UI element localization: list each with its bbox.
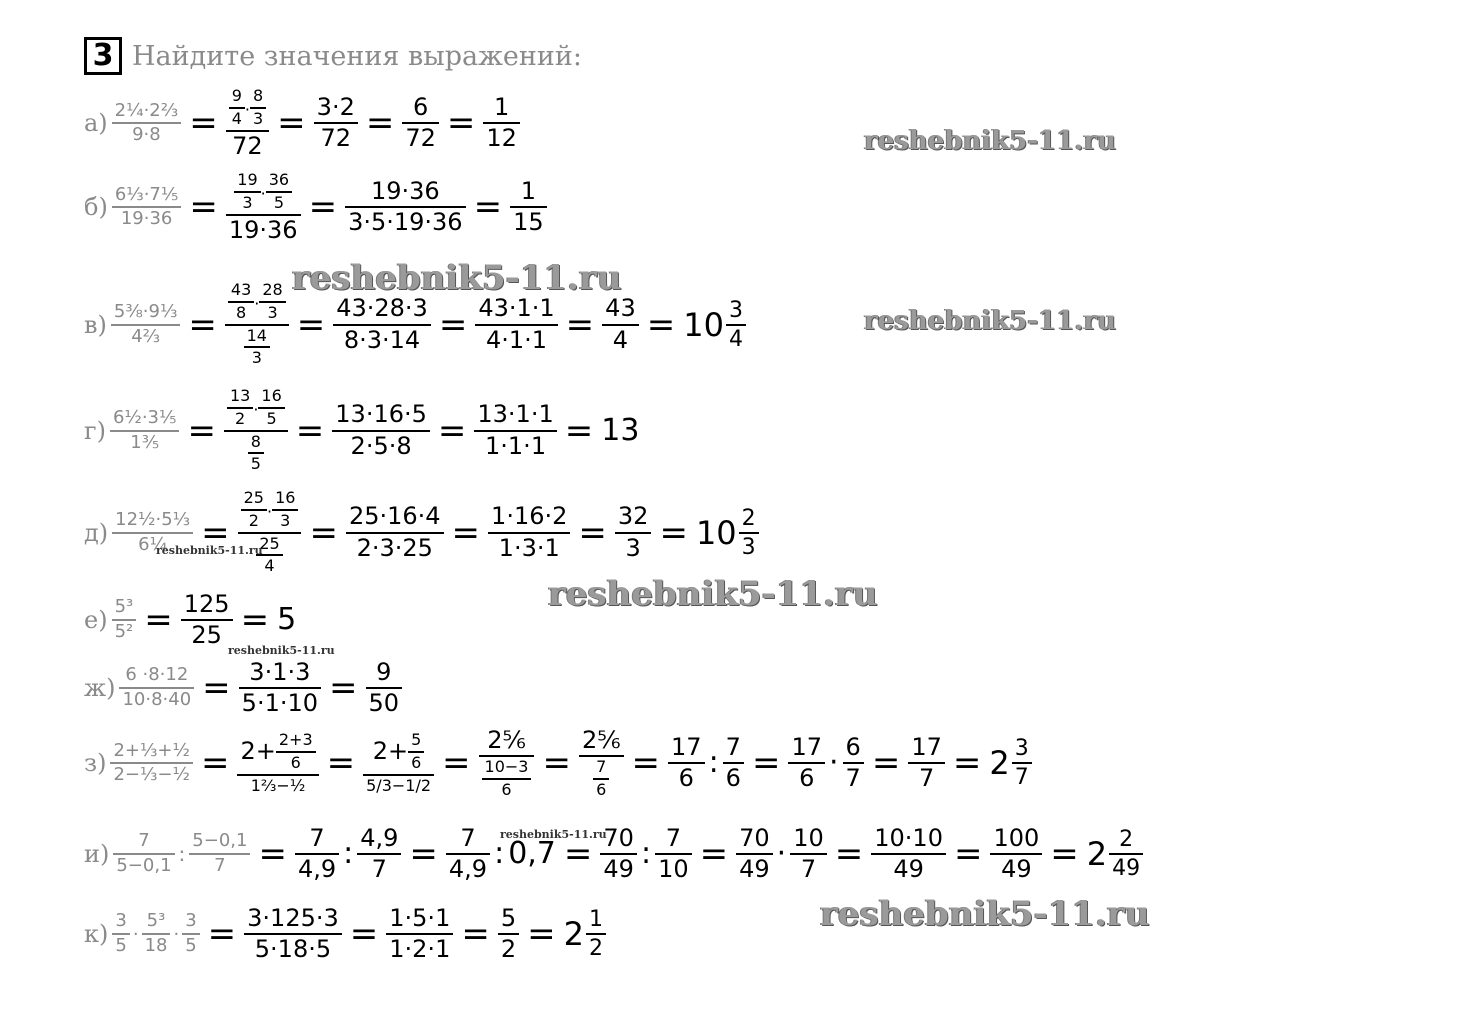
step-fraction: $\frac{17}{6}$ xyxy=(788,735,825,791)
solution-row-zh: ж) $\frac{6 \cdot 8\cdot 12}{10\cdot 8\cdot 40}$ = $\frac{3\cdot 1\cdot 3}{5\cdot 1\cdot 10}$ = $\frac{9}{50}$ xyxy=(84,660,402,716)
watermark-text: reshebnik5-11.ru xyxy=(864,306,1117,336)
watermark-text: reshebnik5-11.ru xyxy=(156,544,263,557)
given-expression: $\frac{\text{6⅓·7⅕}}{19\cdot 36}$ xyxy=(112,186,182,230)
step-fraction: $\frac{17}{7}$ xyxy=(908,735,945,791)
result-mixed-number: 10 $\frac{2}{3}$ xyxy=(696,507,759,559)
solution-row-e: е) $\frac{\text{5³}}{\text{5²}}$ = $\frac{125}{25}$ = 5 xyxy=(84,590,297,650)
step-fraction: $\frac{9}{4}$ · $\frac{8}{3}$ 72 xyxy=(226,88,269,159)
row-label: д) xyxy=(84,518,109,547)
step-fraction: $\frac{6}{72}$ xyxy=(402,95,439,151)
step-fraction: $\frac{32}{3}$ xyxy=(615,504,652,560)
step-fraction: $\frac{43\cdot 1\cdot 1}{4\cdot 1\cdot 1}$ xyxy=(475,296,557,352)
solution-row-i: и) $\frac{7}{5-0,1}$ : $\frac{5-0,1}{7}$ = $\frac{7}{4,9}$ : $\frac{4,9}{7}$ = $\frac{7}{4,9}$ : 0,7 = $\frac{70}{49}$ : $\frac{7}{10}$ = $\frac{70}{49}$ · $\frac{10}{7}$ = $\frac{10\cdot 10}{49}$ = $\frac{100}{49}$ = 2 $\frac{2}{49}$ xyxy=(84,826,1143,882)
row-label: з) xyxy=(84,749,107,778)
solution-row-z: з) $\frac{\text{2+⅓+½}}{\text{2−⅓−½}}$ = 2+ $\frac{2+3}{6}$ 1⅔−½ = 2+ $\frac{5}{6}$ 5/3−1/2 = $\frac{\text{2⅚}}{\frac{10-3}{6}}$ = $\frac{\text{2⅚}}{\frac{7}{6}}$ = $\frac{17}{6}$ : $\frac{7}{6}$ = $\frac{17}{6}$ · $\frac{6}{7}$ = $\frac{17}{7}$ = 2 $\frac{3}{7}$ xyxy=(84,728,1032,799)
row-label: в) xyxy=(84,310,107,339)
step-fraction: $\frac{3\cdot 1\cdot 3}{5\cdot 1\cdot 10}$ xyxy=(239,660,321,716)
watermark-text: reshebnik5-11.ru xyxy=(820,894,1150,934)
solution-row-a: а) $\frac{\text{2¼·2⅔}}{9\cdot 8}$ = $\frac{9}{4}$ · $\frac{8}{3}$ 72 = $\frac{3\cdot 2}{72}$ = $\frac{6}{72}$ = $\frac{1}{12}$ xyxy=(84,88,520,159)
step-fraction: $\frac{43}{4}$ xyxy=(602,296,639,352)
step-fraction: $\frac{10\cdot 10}{49}$ xyxy=(871,826,946,882)
step-fraction: $\frac{3\cdot 2}{72}$ xyxy=(314,95,358,151)
given-expression: $\frac{7}{5-0,1}$ : $\frac{5-0,1}{7}$ xyxy=(113,832,250,876)
step-fraction: $\frac{13\cdot 1\cdot 1}{1\cdot 1\cdot 1}$ xyxy=(474,402,556,458)
given-expression: $\frac{\text{2+⅓+½}}{\text{2−⅓−½}}$ xyxy=(110,742,193,786)
step-fraction: $\frac{7}{4,9}$ xyxy=(295,826,339,882)
watermark-text: reshebnik5-11.ru xyxy=(292,258,622,298)
step-fraction: $\frac{125}{25}$ xyxy=(181,592,233,648)
step-fraction: $\frac{19\cdot 36}{3\cdot 5\cdot 19\cdot 36}$ xyxy=(345,179,466,235)
step-fraction: $\frac{4,9}{7}$ xyxy=(357,826,401,882)
result-fraction: $\frac{1}{12}$ xyxy=(483,95,520,151)
step-fraction: $\frac{100}{49}$ xyxy=(990,826,1042,882)
step-fraction: $\frac{70}{49}$ xyxy=(600,826,637,882)
given-expression: $\frac{3}{5}$ · $\frac{\text{5³}}{18}$ · $\frac{3}{5}$ xyxy=(112,912,199,956)
given-expression: $\frac{\text{5⅜·9⅓}}{\text{4⅔}}$ xyxy=(111,303,181,347)
watermark-text: reshebnik5-11.ru xyxy=(864,126,1117,156)
row-label: а) xyxy=(84,109,108,138)
step-fraction: $\frac{5}{2}$ xyxy=(498,906,519,962)
given-expression: $\frac{\text{2¼·2⅔}}{9\cdot 8}$ xyxy=(112,102,182,146)
result-mixed-number: 2 $\frac{2}{49}$ xyxy=(1087,828,1143,880)
step-fraction: $\frac{3\cdot 125\cdot 3}{5\cdot 18\cdot 5}$ xyxy=(244,906,342,962)
step-fraction: $\frac{1\cdot 5\cdot 1}{1\cdot 2\cdot 1}$ xyxy=(386,906,453,962)
step-fraction: $\frac{70}{49}$ xyxy=(736,826,773,882)
result-mixed-number: 2 $\frac{1}{2}$ xyxy=(564,908,606,960)
solution-row-k: к) $\frac{3}{5}$ · $\frac{\text{5³}}{18}$ · $\frac{3}{5}$ = $\frac{3\cdot 125\cdot 3}{5\cdot 18\cdot 5}$ = $\frac{1\cdot 5\cdot 1}{1\cdot 2\cdot 1}$ = $\frac{5}{2}$ = 2 $\frac{1}{2}$ xyxy=(84,906,606,962)
row-label: и) xyxy=(84,840,110,869)
step-fraction: $\frac{7}{4,9}$ xyxy=(446,826,490,882)
step-fraction: $\frac{7}{6}$ xyxy=(723,735,744,791)
step-fraction: $\frac{1\cdot 16\cdot 2}{1\cdot 3\cdot 1}$ xyxy=(488,504,570,560)
result-fraction: $\frac{9}{50}$ xyxy=(366,660,403,716)
watermark-text: reshebnik5-11.ru xyxy=(548,574,878,614)
task-number-box: 3 xyxy=(84,37,122,75)
step-fraction: $\frac{7}{10}$ xyxy=(655,826,692,882)
row-label: ж) xyxy=(84,674,116,703)
step-fraction: 2+ $\frac{2+3}{6}$ 1⅔−½ xyxy=(237,732,318,794)
step-fraction: $\frac{25\cdot 16\cdot 4}{2\cdot 3\cdot 25}$ xyxy=(346,504,444,560)
result-value: 13 xyxy=(601,412,640,448)
step-fraction: $\frac{13\cdot 16\cdot 5}{2\cdot 5\cdot 8}$ xyxy=(332,402,430,458)
solution-row-b: б) $\frac{\text{6⅓·7⅕}}{19\cdot 36}$ = $\frac{19}{3}$ · $\frac{36}{5}$ 19·36 = $\frac{19\cdot 36}{3\cdot 5\cdot 19\cdot 36}$ = $\frac{1}{15}$ xyxy=(84,172,547,243)
watermark-text: reshebnik5-11.ru xyxy=(500,828,607,841)
step-fraction: $\frac{13}{2}$ · $\frac{16}{5}$ $\frac{8}{5}$ xyxy=(224,388,288,473)
step-fraction: $\frac{43\cdot 28\cdot 3}{8\cdot 3\cdot 14}$ xyxy=(333,296,431,352)
step-fraction: $\frac{43}{8}$ · $\frac{28}{3}$ $\frac{14}{3}$ xyxy=(225,282,289,367)
given-expression: $\frac{6 \cdot 8\cdot 12}{10\cdot 8\cdot 40}$ xyxy=(119,666,194,710)
step-fraction: 2+ $\frac{5}{6}$ 5/3−1/2 xyxy=(363,732,434,794)
step-fraction: $\frac{19}{3}$ · $\frac{36}{5}$ 19·36 xyxy=(226,172,301,243)
solution-row-g: г) $\frac{\text{6½·3⅕}}{\text{1⅗}}$ = $\frac{13}{2}$ · $\frac{16}{5}$ $\frac{8}{5}$ = $\frac{13\cdot 16\cdot 5}{2\cdot 5\cdot 8}$ = $\frac{13\cdot 1\cdot 1}{1\cdot 1\cdot 1}$ = 13 xyxy=(84,386,640,474)
result-mixed-number: 2 $\frac{3}{7}$ xyxy=(989,737,1031,789)
step-fraction: $\frac{\text{2⅚}}{\frac{10-3}{6}}$ xyxy=(479,728,535,799)
given-expression: $\frac{\text{12½·5⅓}}{\text{6¼}}$ xyxy=(112,511,193,555)
task-title: Найдите значения выражений: xyxy=(132,41,582,72)
given-expression: $\frac{\text{5³}}{\text{5²}}$ xyxy=(112,598,137,642)
step-fraction: $\frac{\text{2⅚}}{\frac{7}{6}}$ xyxy=(579,728,624,799)
given-expression: $\frac{\text{6½·3⅕}}{\text{1⅗}}$ xyxy=(110,409,180,453)
step-fraction: $\frac{25}{2}$ · $\frac{16}{3}$ $\frac{25}{4}$ xyxy=(238,490,302,575)
step-fraction: $\frac{10}{7}$ xyxy=(790,826,827,882)
watermark-text: reshebnik5-11.ru xyxy=(228,644,335,657)
step-fraction: $\frac{6}{7}$ xyxy=(843,735,864,791)
solution-row-v: в) $\frac{\text{5⅜·9⅓}}{\text{4⅔}}$ = $\frac{43}{8}$ · $\frac{28}{3}$ $\frac{14}{3}$ = $\frac{43\cdot 28\cdot 3}{8\cdot 3\cdot 14}$ = $\frac{43\cdot 1\cdot 1}{4\cdot 1\cdot 1}$ = $\frac{43}{4}$ = 10 $\frac{3}{4}$ xyxy=(84,282,746,367)
result-fraction: $\frac{1}{15}$ xyxy=(510,179,547,235)
row-label: б) xyxy=(84,193,108,222)
row-label: е) xyxy=(84,606,108,635)
result-value: 5 xyxy=(277,602,297,638)
row-label: к) xyxy=(84,920,109,949)
step-fraction: $\frac{17}{6}$ xyxy=(668,735,705,791)
solution-row-d: д) $\frac{\text{12½·5⅓}}{\text{6¼}}$ = $\frac{25}{2}$ · $\frac{16}{3}$ $\frac{25}{4}$ = $\frac{25\cdot 16\cdot 4}{2\cdot 3\cdot 25}$ = $\frac{1\cdot 16\cdot 2}{1\cdot 3\cdot 1}$ = $\frac{32}{3}$ = 10 $\frac{2}{3}$ xyxy=(84,490,759,575)
row-label: г) xyxy=(84,416,106,445)
result-mixed-number: 10 $\frac{3}{4}$ xyxy=(683,299,746,351)
